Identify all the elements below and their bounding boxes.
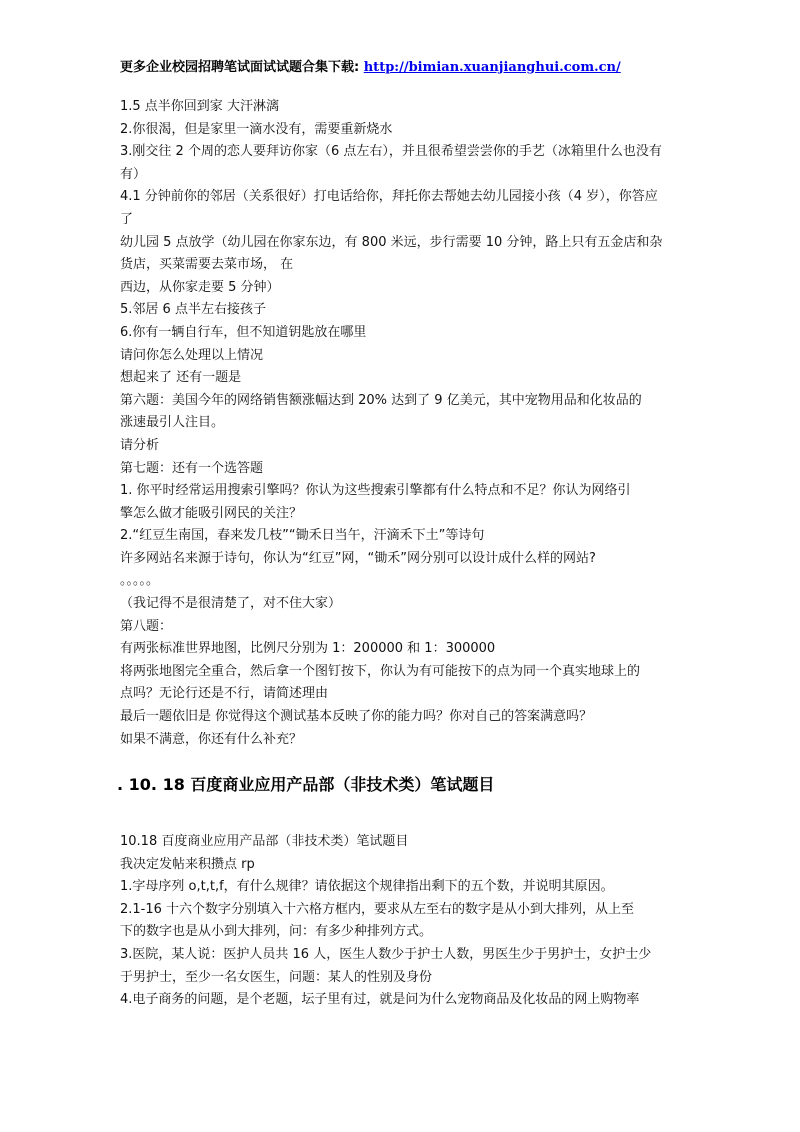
text-line: （我记得不是很清楚了，对不住大家）: [120, 596, 342, 612]
text-line: 如果不满意，你还有什么补充？: [120, 731, 303, 747]
text-line: 于男护士，至少一名女医生，问题：某人的性别及身份: [120, 969, 433, 985]
text-line: 2.你很渴，但是家里一滴水没有，需要重新烧水: [120, 121, 393, 137]
text-line: 请问你怎么处理以上情况: [120, 347, 264, 363]
section-heading: . 10. 18 百度商业应用产品部（非技术类）笔试题目: [117, 775, 495, 794]
text-line: 西边，从你家走要 5 分钟）: [120, 279, 280, 295]
header-text: 更多企业校园招聘笔试面试试题合集下载:: [120, 60, 360, 75]
text-line: 擎怎么做才能吸引网民的关注？: [120, 505, 303, 521]
text-line: 点吗？无论行还是不行，请简述理由: [120, 686, 329, 702]
text-line: 许多网站名来源于诗句，你认为“红豆”网，“锄禾”网分别可以设计成什么样的网站?: [120, 550, 596, 566]
text-line: 6.你有一辆自行车，但不知道钥匙放在哪里: [120, 324, 367, 340]
text-line: 涨速最引人注目。: [120, 415, 225, 431]
text-line: 有两张标准世界地图，比例尺分别为 1：200000 和 1：300000: [120, 641, 496, 657]
text-line: 下的数字也是从小到大排列，问：有多少种排列方式。: [120, 924, 433, 940]
text-line: 第八题：: [120, 618, 173, 634]
text-line: 货店，买菜需要去菜市场， 在: [120, 257, 294, 273]
text-line: 第七题：还有一个选答题: [120, 460, 264, 476]
text-line: 了: [120, 211, 134, 227]
text-line: 2.1-16 十六个数字分别填入十六格方框内，要求从左至右的数字是从小到大排列，从上至: [120, 901, 635, 917]
text-line: 10.18 百度商业应用产品部（非技术类）笔试题目: [120, 834, 409, 849]
text-line: 4.1 分钟前你的邻居（关系很好）打电话给你，拜托你去帮她去幼儿园接小孩（4 岁），你答应: [120, 189, 658, 205]
text-line: 第六题：美国今年的网络销售额涨幅达到 20% 达到了 9 亿美元，其中宠物用品和化妆品的: [120, 392, 642, 408]
text-line: 最后一题依旧是 你觉得这个测试基本反映了你的能力吗？你对自己的答案满意吗？: [120, 709, 593, 725]
text-line: 幼儿园 5 点放学（幼儿园在你家东边，有 800 米远，步行需要 10 分钟，路上只有五金店和杂: [120, 234, 663, 250]
download-header: [120, 58, 760, 78]
question-section-1: [120, 96, 685, 751]
text-line: 1.字母序列 o,t,t,f，有什么规律？请依据这个规律指出剩下的五个数，并说明其原因。: [120, 879, 614, 895]
text-line: 请分析: [120, 437, 160, 453]
text-line: 2.“红豆生南国，春来发几枝”“锄禾日当午，汗滴禾下土”等诗句: [120, 528, 485, 544]
text-line: 3.刚交往 2 个周的恋人要拜访你家（6 点左右），并且很希望尝尝你的手艺（冰箱里什么也没有: [120, 144, 662, 160]
text-line: 1. 你平时经常运用搜索引擎吗？你认为这些搜索引擎都有什么特点和不足？你认为网络引: [120, 483, 631, 499]
text-line: 。。。。。: [120, 573, 160, 589]
text-line: 想起来了 还有一题是: [120, 370, 242, 386]
text-line: 有）: [120, 166, 147, 182]
text-line: 1.5 点半你回到家 大汗淋漓: [120, 99, 279, 114]
download-link[interactable]: http://bimian.xuanjianghui.com.cn/: [363, 60, 621, 75]
text-line: 5.邻居 6 点半左右接孩子: [120, 302, 266, 318]
question-section-2: [120, 831, 685, 1012]
text-line: 我决定发帖来积攒点 rp: [120, 856, 255, 872]
text-line: 4.电子商务的问题，是个老题，坛子里有过，就是问为什么宠物商品及化妆品的网上购物率: [120, 992, 640, 1008]
text-line: 3.医院，某人说：医护人员共 16 人，医生人数少于护士人数，男医生少于男护士，女护士少: [120, 946, 652, 962]
text-line: 将两张地图完全重合，然后拿一个图钉按下，你认为有可能按下的点为同一个真实地球上的: [120, 663, 641, 679]
